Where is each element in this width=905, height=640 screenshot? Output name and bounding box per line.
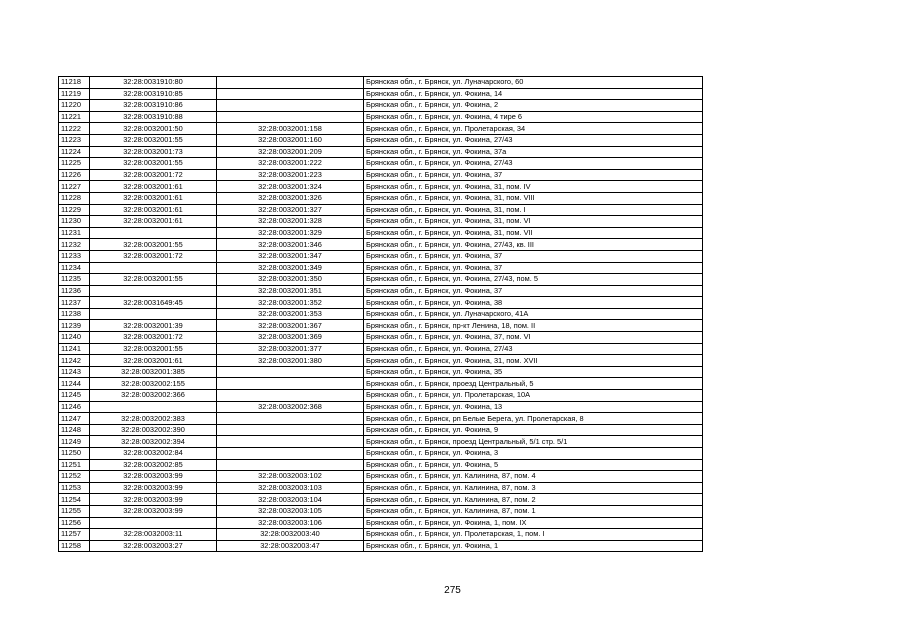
address-cell: Брянская обл., г. Брянск, ул. Фокина, 3 [364,448,703,460]
address-cell: Брянская обл., г. Брянск, проезд Центральный, 5 [364,378,703,390]
table-row [59,482,703,494]
row-number-cell: 11240 [59,332,90,344]
premises-cadastral-number-cell: 32:28:0032001:329 [217,227,364,239]
address-cell: Брянская обл., г. Брянск, ул. Фокина, 1, пом. IX [364,517,703,529]
cadastral-number-cell: 32:28:0032001:61 [90,216,217,228]
cadastral-number-cell: 32:28:0032003:99 [90,482,217,494]
address-cell: Брянская обл., г. Брянск, ул. Пролетарская, 10А [364,390,703,402]
table-row [59,250,703,262]
row-number-cell: 11223 [59,134,90,146]
row-number-cell: 11227 [59,181,90,193]
row-number-cell: 11255 [59,505,90,517]
address-cell: Брянская обл., г. Брянск, ул. Луначарского, 41А [364,308,703,320]
premises-cadastral-number-cell: 32:28:0032002:368 [217,401,364,413]
premises-cadastral-number-cell [217,111,364,123]
table-row [59,505,703,517]
address-cell: Брянская обл., г. Брянск, ул. Фокина, 27/43 [364,158,703,170]
cadastral-number-cell: 32:28:0032003:27 [90,540,217,552]
table-row [59,77,703,89]
premises-cadastral-number-cell: 32:28:0032003:104 [217,494,364,506]
row-number-cell: 11228 [59,192,90,204]
address-cell: Брянская обл., г. Брянск, ул. Фокина, 31, пом. VII [364,227,703,239]
cadastral-number-cell: 32:28:0032001:61 [90,181,217,193]
table-row [59,343,703,355]
cadastral-number-cell: 32:28:0031649:45 [90,297,217,309]
premises-cadastral-number-cell [217,366,364,378]
cadastral-number-cell: 32:28:0032001:55 [90,158,217,170]
table-row [59,239,703,251]
premises-cadastral-number-cell: 32:28:0032003:105 [217,505,364,517]
cadastral-number-cell: 32:28:0032002:155 [90,378,217,390]
cadastral-number-cell [90,227,217,239]
table-row [59,332,703,344]
cadastral-number-cell: 32:28:0032003:99 [90,471,217,483]
address-cell: Брянская обл., г. Брянск, ул. Пролетарская, 1, пом. I [364,529,703,541]
table-row [59,378,703,390]
table-row [59,204,703,216]
premises-cadastral-number-cell: 32:28:0032001:327 [217,204,364,216]
premises-cadastral-number-cell: 32:28:0032001:352 [217,297,364,309]
premises-cadastral-number-cell: 32:28:0032001:351 [217,285,364,297]
premises-cadastral-number-cell: 32:28:0032001:350 [217,274,364,286]
cadastral-number-cell [90,285,217,297]
row-number-cell: 11232 [59,239,90,251]
premises-cadastral-number-cell [217,436,364,448]
cadastral-number-cell [90,401,217,413]
premises-cadastral-number-cell: 32:28:0032001:209 [217,146,364,158]
premises-cadastral-number-cell: 32:28:0032001:347 [217,250,364,262]
row-number-cell: 11235 [59,274,90,286]
premises-cadastral-number-cell [217,448,364,460]
premises-cadastral-number-cell: 32:28:0032003:103 [217,482,364,494]
cadastral-number-cell: 32:28:0032001:61 [90,355,217,367]
registry-table-body [59,77,703,552]
cadastral-number-cell: 32:28:0032001:55 [90,343,217,355]
row-number-cell: 11231 [59,227,90,239]
table-row [59,424,703,436]
address-cell: Брянская обл., г. Брянск, ул. Фокина, 37 [364,285,703,297]
row-number-cell: 11220 [59,100,90,112]
premises-cadastral-number-cell: 32:28:0032001:328 [217,216,364,228]
table-row [59,216,703,228]
row-number-cell: 11222 [59,123,90,135]
cadastral-number-cell: 32:28:0032002:366 [90,390,217,402]
address-cell: Брянская обл., г. Брянск, ул. Фокина, 2 [364,100,703,112]
premises-cadastral-number-cell [217,390,364,402]
table-row [59,529,703,541]
cadastral-number-cell: 32:28:0032001:39 [90,320,217,332]
row-number-cell: 11249 [59,436,90,448]
row-number-cell: 11219 [59,88,90,100]
address-cell: Брянская обл., г. Брянск, ул. Фокина, 37, пом. VI [364,332,703,344]
cadastral-number-cell: 32:28:0032002:84 [90,448,217,460]
address-cell: Брянская обл., г. Брянск, ул. Фокина, 27/43, пом. 5 [364,274,703,286]
row-number-cell: 11251 [59,459,90,471]
address-cell: Брянская обл., г. Брянск, ул. Фокина, 37 [364,262,703,274]
row-number-cell: 11230 [59,216,90,228]
row-number-cell: 11256 [59,517,90,529]
row-number-cell: 11258 [59,540,90,552]
row-number-cell: 11233 [59,250,90,262]
premises-cadastral-number-cell: 32:28:0032001:380 [217,355,364,367]
address-cell: Брянская обл., г. Брянск, ул. Калинина, 87, пом. 4 [364,471,703,483]
row-number-cell: 11237 [59,297,90,309]
premises-cadastral-number-cell [217,77,364,89]
table-row [59,146,703,158]
address-cell: Брянская обл., г. Брянск, ул. Фокина, 37 [364,250,703,262]
cadastral-number-cell: 32:28:0032001:385 [90,366,217,378]
address-cell: Брянская обл., г. Брянск, ул. Калинина, 87, пом. 3 [364,482,703,494]
cadastral-number-cell [90,308,217,320]
cadastral-number-cell: 32:28:0032002:85 [90,459,217,471]
table-row [59,459,703,471]
cadastral-number-cell: 32:28:0032001:73 [90,146,217,158]
premises-cadastral-number-cell: 32:28:0032001:158 [217,123,364,135]
cadastral-number-cell: 32:28:0032001:72 [90,169,217,181]
table-row [59,181,703,193]
address-cell: Брянская обл., г. Брянск, ул. Фокина, 37а [364,146,703,158]
row-number-cell: 11252 [59,471,90,483]
row-number-cell: 11226 [59,169,90,181]
premises-cadastral-number-cell [217,424,364,436]
address-cell: Брянская обл., г. Брянск, ул. Фокина, 31, пом. XVII [364,355,703,367]
address-cell: Брянская обл., г. Брянск, ул. Фокина, 13 [364,401,703,413]
address-cell: Брянская обл., г. Брянск, ул. Фокина, 38 [364,297,703,309]
cadastral-number-cell: 32:28:0031910:86 [90,100,217,112]
table-row [59,123,703,135]
address-cell: Брянская обл., г. Брянск, ул. Фокина, 27/43 [364,134,703,146]
premises-cadastral-number-cell [217,413,364,425]
cadastral-number-cell: 32:28:0032003:99 [90,505,217,517]
cadastral-number-cell: 32:28:0032001:55 [90,134,217,146]
address-cell: Брянская обл., г. Брянск, ул. Фокина, 9 [364,424,703,436]
table-row [59,134,703,146]
row-number-cell: 11247 [59,413,90,425]
premises-cadastral-number-cell [217,459,364,471]
cadastral-number-cell: 32:28:0031910:85 [90,88,217,100]
cadastral-number-cell: 32:28:0032001:55 [90,239,217,251]
premises-cadastral-number-cell: 32:28:0032001:377 [217,343,364,355]
table-row [59,158,703,170]
table-row [59,262,703,274]
address-cell: Брянская обл., г. Брянск, ул. Пролетарская, 34 [364,123,703,135]
row-number-cell: 11248 [59,424,90,436]
address-cell: Брянская обл., г. Брянск, ул. Фокина, 5 [364,459,703,471]
cadastral-number-cell: 32:28:0032003:11 [90,529,217,541]
premises-cadastral-number-cell [217,88,364,100]
row-number-cell: 11257 [59,529,90,541]
cadastral-number-cell: 32:28:0031910:88 [90,111,217,123]
row-number-cell: 11236 [59,285,90,297]
row-number-cell: 11253 [59,482,90,494]
table-row [59,448,703,460]
address-cell: Брянская обл., г. Брянск, ул. Фокина, 4 тире 6 [364,111,703,123]
row-number-cell: 11250 [59,448,90,460]
row-number-cell: 11225 [59,158,90,170]
table-row [59,320,703,332]
table-row [59,111,703,123]
address-cell: Брянская обл., г. Брянск, ул. Фокина, 1 [364,540,703,552]
premises-cadastral-number-cell: 32:28:0032001:367 [217,320,364,332]
cadastral-number-cell: 32:28:0032003:99 [90,494,217,506]
address-cell: Брянская обл., г. Брянск, проезд Центральный, 5/1 стр. 5/1 [364,436,703,448]
page-number: 275 [444,585,461,596]
cadastral-number-cell: 32:28:0032002:390 [90,424,217,436]
row-number-cell: 11241 [59,343,90,355]
address-cell: Брянская обл., г. Брянск, ул. Фокина, 31, пом. VIII [364,192,703,204]
cadastral-number-cell: 32:28:0032002:394 [90,436,217,448]
table-row [59,471,703,483]
table-row [59,436,703,448]
row-number-cell: 11242 [59,355,90,367]
premises-cadastral-number-cell [217,378,364,390]
cadastral-number-cell: 32:28:0032001:55 [90,274,217,286]
row-number-cell: 11243 [59,366,90,378]
address-cell: Брянская обл., г. Брянск, пр-кт Ленина, 18, пом. II [364,320,703,332]
cadastral-number-cell: 32:28:0032002:383 [90,413,217,425]
premises-cadastral-number-cell: 32:28:0032001:160 [217,134,364,146]
address-cell: Брянская обл., г. Брянск, ул. Калинина, 87, пом. 1 [364,505,703,517]
row-number-cell: 11254 [59,494,90,506]
property-registry-table [58,76,703,552]
premises-cadastral-number-cell: 32:28:0032001:324 [217,181,364,193]
row-number-cell: 11244 [59,378,90,390]
address-cell: Брянская обл., г. Брянск, ул. Луначарского, 60 [364,77,703,89]
table-row [59,540,703,552]
address-cell: Брянская обл., г. Брянск, ул. Фокина, 31, пом. VI [364,216,703,228]
address-cell: Брянская обл., г. Брянск, ул. Фокина, 35 [364,366,703,378]
cadastral-number-cell: 32:28:0032001:72 [90,250,217,262]
premises-cadastral-number-cell: 32:28:0032001:346 [217,239,364,251]
row-number-cell: 11234 [59,262,90,274]
cadastral-number-cell: 32:28:0032001:61 [90,204,217,216]
row-number-cell: 11238 [59,308,90,320]
table-row [59,297,703,309]
table-row [59,308,703,320]
table-row [59,366,703,378]
table-row [59,100,703,112]
table-row [59,517,703,529]
table-row [59,390,703,402]
row-number-cell: 11218 [59,77,90,89]
table-row [59,227,703,239]
premises-cadastral-number-cell: 32:28:0032001:223 [217,169,364,181]
premises-cadastral-number-cell: 32:28:0032003:47 [217,540,364,552]
row-number-cell: 11229 [59,204,90,216]
table-row [59,494,703,506]
cadastral-number-cell: 32:28:0032001:61 [90,192,217,204]
address-cell: Брянская обл., г. Брянск, ул. Фокина, 27/43, кв. III [364,239,703,251]
premises-cadastral-number-cell: 32:28:0032003:40 [217,529,364,541]
premises-cadastral-number-cell: 32:28:0032001:353 [217,308,364,320]
cadastral-number-cell: 32:28:0031910:80 [90,77,217,89]
table-row [59,192,703,204]
table-row [59,274,703,286]
row-number-cell: 11245 [59,390,90,402]
row-number-cell: 11224 [59,146,90,158]
address-cell: Брянская обл., г. Брянск, ул. Фокина, 31, пом. I [364,204,703,216]
address-cell: Брянская обл., г. Брянск, ул. Фокина, 27/43 [364,343,703,355]
address-cell: Брянская обл., г. Брянск, ул. Калинина, 87, пом. 2 [364,494,703,506]
address-cell: Брянская обл., г. Брянск, ул. Фокина, 37 [364,169,703,181]
row-number-cell: 11239 [59,320,90,332]
premises-cadastral-number-cell: 32:28:0032003:106 [217,517,364,529]
cadastral-number-cell: 32:28:0032001:50 [90,123,217,135]
premises-cadastral-number-cell: 32:28:0032001:326 [217,192,364,204]
table-row [59,285,703,297]
address-cell: Брянская обл., г. Брянск, ул. Фокина, 31, пом. IV [364,181,703,193]
table-row [59,355,703,367]
premises-cadastral-number-cell [217,100,364,112]
premises-cadastral-number-cell: 32:28:0032003:102 [217,471,364,483]
table-row [59,169,703,181]
row-number-cell: 11246 [59,401,90,413]
address-cell: Брянская обл., г. Брянск, ул. Фокина, 14 [364,88,703,100]
table-row [59,401,703,413]
table-row [59,88,703,100]
premises-cadastral-number-cell: 32:28:0032001:222 [217,158,364,170]
premises-cadastral-number-cell: 32:28:0032001:369 [217,332,364,344]
table-row [59,413,703,425]
row-number-cell: 11221 [59,111,90,123]
cadastral-number-cell [90,262,217,274]
cadastral-number-cell: 32:28:0032001:72 [90,332,217,344]
premises-cadastral-number-cell: 32:28:0032001:349 [217,262,364,274]
address-cell: Брянская обл., г. Брянск, рп Белые Берега, ул. Пролетарская, 8 [364,413,703,425]
cadastral-number-cell [90,517,217,529]
